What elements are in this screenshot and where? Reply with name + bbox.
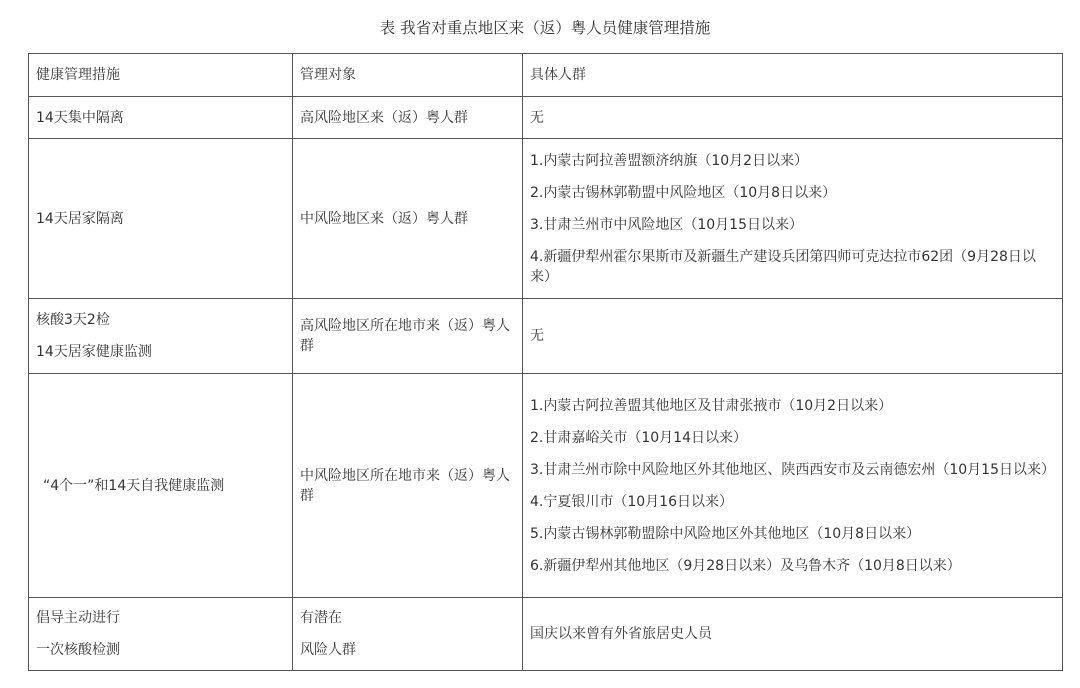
table-row	[29, 97, 1063, 139]
group-item: 3.甘肃兰州市中风险地区（10月15日以来）	[530, 216, 803, 233]
target-text: 风险人群	[300, 642, 356, 658]
target-cell	[293, 374, 523, 598]
group-item: 5.内蒙古锡林郭勒盟除中风险地区外其他地区（10月8日以来）	[530, 525, 921, 542]
groups-cell	[523, 299, 1063, 374]
group-item: 2.甘肃嘉峪关市（10月14日以来）	[530, 429, 747, 446]
group-item: 4.宁夏银川市（10月16日以来）	[530, 493, 733, 510]
group-item: 4.新疆伊犁州霍尔果斯市及新疆生产建设兵团第四师可克达拉市62团（9月28日以来）	[530, 248, 1036, 285]
groups-cell	[523, 374, 1063, 598]
group-item: 无	[530, 109, 544, 126]
groups-cell	[523, 139, 1063, 299]
measure-cell	[29, 598, 293, 671]
page-title: 表 我省对重点地区来（返）粤人员健康管理措施	[379, 19, 711, 37]
measure-text: 14天居家健康监测	[36, 344, 152, 360]
measure-text: 14天集中隔离	[36, 109, 124, 126]
measure-cell	[29, 299, 293, 374]
group-item: 1.内蒙古阿拉善盟其他地区及甘肃张掖市（10月2日以来）	[530, 397, 893, 414]
target-cell	[293, 139, 523, 299]
target-text: 有潜在	[300, 610, 342, 626]
table-row	[29, 139, 1063, 299]
measure-text: 一次核酸检测	[36, 642, 120, 658]
target-text: 高风险地区所在地市来（返）粤人群	[300, 318, 510, 354]
measure-text: 14天居家隔离	[36, 210, 124, 227]
header-target: 管理对象	[293, 54, 523, 97]
header-measure: 健康管理措施	[29, 54, 293, 97]
target-text: 中风险地区所在地市来（返）粤人群	[300, 467, 510, 504]
measure-cell	[29, 139, 293, 299]
target-text: 高风险地区来（返）粤人群	[300, 109, 468, 126]
target-cell	[293, 299, 523, 374]
header-groups: 具体人群	[523, 54, 1063, 97]
measure-cell	[29, 97, 293, 139]
target-text: 中风险地区来（返）粤人群	[300, 210, 468, 227]
table-row	[29, 299, 1063, 374]
health-measures-table	[28, 53, 1063, 671]
table-header-row	[29, 54, 1063, 97]
group-item: 3.甘肃兰州市除中风险地区外其他地区、陕西西安市及云南德宏州（10月15日以来）	[530, 461, 1055, 478]
target-cell	[293, 97, 523, 139]
group-item: 国庆以来曾有外省旅居史人员	[530, 626, 712, 642]
table-row	[29, 374, 1063, 598]
measure-text: 核酸3天2检	[36, 312, 110, 328]
target-cell	[293, 598, 523, 671]
table-row	[29, 598, 1063, 671]
measure-text: 倡导主动进行	[36, 610, 120, 626]
group-item: 无	[530, 328, 544, 344]
measure-cell	[29, 374, 293, 598]
group-item: 1.内蒙古阿拉善盟额济纳旗（10月2日以来）	[530, 152, 809, 169]
measure-text: “4个一”和14天自我健康监测	[43, 477, 225, 494]
group-item: 2.内蒙古锡林郭勒盟中风险地区（10月8日以来）	[530, 184, 837, 201]
group-item: 6.新疆伊犁州其他地区（9月28日以来）及乌鲁木齐（10月8日以来）	[530, 557, 961, 574]
groups-cell	[523, 97, 1063, 139]
groups-cell	[523, 598, 1063, 671]
